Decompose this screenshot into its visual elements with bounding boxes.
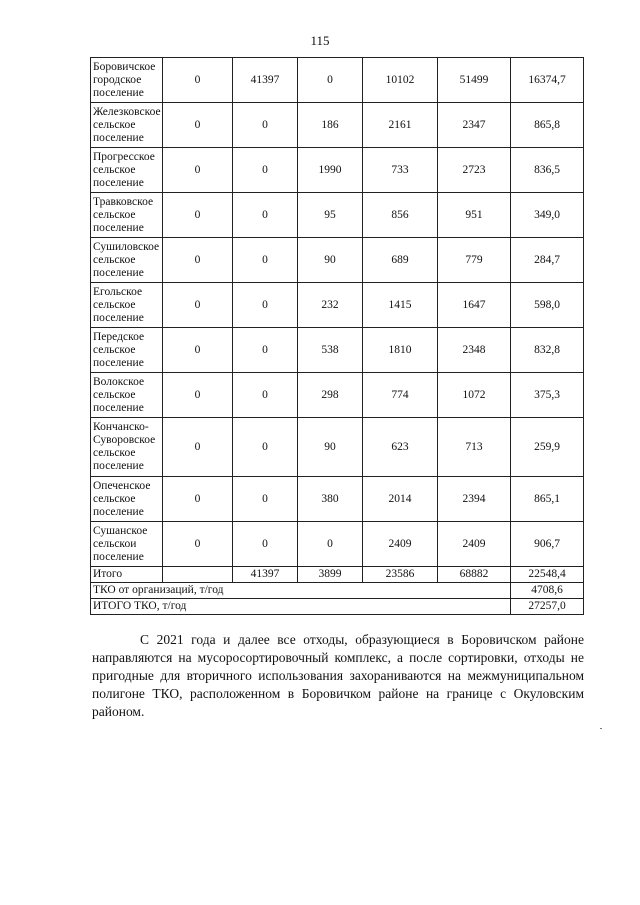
table-row (91, 522, 584, 567)
page-number: 115 (310, 33, 330, 48)
table-cell: 2409 (438, 522, 511, 567)
total-cell: 3899 (298, 567, 363, 583)
table-cell: 2014 (363, 477, 438, 522)
settlement-name: Сушиловское сельское поселение (91, 238, 163, 283)
table-cell: 906,7 (511, 522, 584, 567)
table-cell: 284,7 (511, 238, 584, 283)
table-cell: 0 (163, 58, 233, 103)
table-cell: 0 (163, 148, 233, 193)
settlement-name: Сушанское сельскои поселение (91, 522, 163, 567)
table-cell: 0 (163, 522, 233, 567)
table-cell: 623 (363, 418, 438, 477)
grand-total-label: ИТОГО ТКО, т/год (91, 599, 511, 615)
table-cell: 0 (163, 103, 233, 148)
table-cell: 0 (233, 283, 298, 328)
grand-total-value: 27257,0 (511, 599, 584, 615)
table-cell: 774 (363, 373, 438, 418)
settlement-name: Передское сельское поселение (91, 328, 163, 373)
settlement-name: Опеченское сельское поселение (91, 477, 163, 522)
table-cell: 10102 (363, 58, 438, 103)
table-cell: 0 (233, 328, 298, 373)
table-cell: 865,8 (511, 103, 584, 148)
org-tko-row (91, 583, 584, 599)
total-row (91, 567, 584, 583)
table-cell: 0 (163, 238, 233, 283)
table-cell: 598,0 (511, 283, 584, 328)
table-cell: 1072 (438, 373, 511, 418)
table-cell: 2347 (438, 103, 511, 148)
table-cell: 349,0 (511, 193, 584, 238)
table-cell: 856 (363, 193, 438, 238)
table-cell: 2723 (438, 148, 511, 193)
table-cell: 1647 (438, 283, 511, 328)
table-row (91, 373, 584, 418)
table-cell: 713 (438, 418, 511, 477)
table-cell: 1415 (363, 283, 438, 328)
table-row (91, 238, 584, 283)
table-cell: 0 (233, 238, 298, 283)
body-paragraph (92, 631, 584, 721)
table-cell: 380 (298, 477, 363, 522)
settlement-name: Железковское сельское поселение (91, 103, 163, 148)
settlement-name: Кончанско-Суворовское сельское поселение (91, 418, 163, 477)
settlement-name: Егольское сельское поселение (91, 283, 163, 328)
table-cell: 0 (163, 373, 233, 418)
paragraph-text: С 2021 года и далее все отходы, образующиеся в Боровичском районе направляются на мусоросортировочный комплекс, а после сортировки, отходы не пригодные для вторичного использования захораниваются на межмуниципальном полигоне ТКО, расположенном в Боровичком районе на границе с Окуловским районом. (92, 632, 584, 719)
grand-total-row (91, 599, 584, 615)
table-cell: 90 (298, 238, 363, 283)
table-cell: 232 (298, 283, 363, 328)
scan-mark (600, 728, 602, 729)
table-cell: 2409 (363, 522, 438, 567)
settlement-name: Боровичское городское поселение (91, 58, 163, 103)
table-cell: 16374,7 (511, 58, 584, 103)
table-cell: 0 (163, 193, 233, 238)
table-row (91, 103, 584, 148)
table-row (91, 58, 584, 103)
table-cell: 0 (163, 477, 233, 522)
table-cell: 0 (233, 373, 298, 418)
total-cell: 41397 (233, 567, 298, 583)
table-cell: 951 (438, 193, 511, 238)
org-tko-value: 4708,6 (511, 583, 584, 599)
table-cell: 0 (298, 58, 363, 103)
table-cell: 41397 (233, 58, 298, 103)
table-cell: 0 (233, 522, 298, 567)
table-cell: 298 (298, 373, 363, 418)
total-label: Итого (91, 567, 163, 583)
total-cell: 23586 (363, 567, 438, 583)
table-row (91, 193, 584, 238)
total-cell: 68882 (438, 567, 511, 583)
table-row (91, 328, 584, 373)
table-cell: 0 (298, 522, 363, 567)
waste-table (90, 57, 584, 615)
table-cell: 186 (298, 103, 363, 148)
table-cell: 0 (163, 418, 233, 477)
table-cell: 733 (363, 148, 438, 193)
table-cell: 51499 (438, 58, 511, 103)
settlement-name: Травковское сельское поселение (91, 193, 163, 238)
total-cell (163, 567, 233, 583)
table-cell: 779 (438, 238, 511, 283)
table-row (91, 148, 584, 193)
table-cell: 0 (233, 477, 298, 522)
table-cell: 538 (298, 328, 363, 373)
settlement-name: Волокское сельское поселение (91, 373, 163, 418)
table-cell: 689 (363, 238, 438, 283)
table-cell: 0 (233, 103, 298, 148)
table-row (91, 283, 584, 328)
table-cell: 836,5 (511, 148, 584, 193)
table-cell: 95 (298, 193, 363, 238)
table-cell: 2394 (438, 477, 511, 522)
table-cell: 90 (298, 418, 363, 477)
table-cell: 0 (163, 328, 233, 373)
table-row (91, 418, 584, 477)
table-cell: 1810 (363, 328, 438, 373)
settlement-name: Прогресское сельское поселение (91, 148, 163, 193)
table-cell: 0 (233, 148, 298, 193)
table-cell: 0 (163, 283, 233, 328)
total-cell: 22548,4 (511, 567, 584, 583)
table-cell: 2161 (363, 103, 438, 148)
table-cell: 2348 (438, 328, 511, 373)
table-cell: 0 (233, 418, 298, 477)
table-cell: 1990 (298, 148, 363, 193)
table-row (91, 477, 584, 522)
table-cell: 865,1 (511, 477, 584, 522)
org-tko-label: ТКО от организаций, т/год (91, 583, 511, 599)
table-cell: 832,8 (511, 328, 584, 373)
table-body (91, 58, 584, 615)
table-cell: 375,3 (511, 373, 584, 418)
table-cell: 259,9 (511, 418, 584, 477)
table-cell: 0 (233, 193, 298, 238)
